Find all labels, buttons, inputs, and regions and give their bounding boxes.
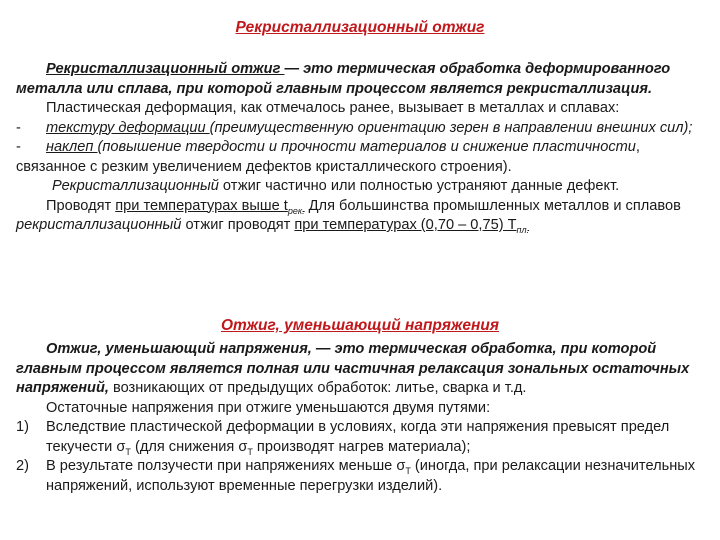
list-item-1: [16, 418, 710, 457]
bullet-marker: -: [16, 119, 21, 136]
temperature-paragraph: [16, 197, 710, 236]
list-item-2: [16, 457, 710, 496]
bullet-texture: [16, 119, 710, 139]
section-title-recrystallization: Рекристаллизационный отжиг: [235, 19, 485, 36]
removes-term: Рекристаллизационный: [52, 178, 219, 194]
removes-text: отжиг частично или полностью устраняют данные дефект.: [218, 178, 620, 194]
stress-definition-rest: возникающих от предыдущих обработок: литье, сварка и т.д.: [108, 380, 527, 396]
bullet-marker: -: [16, 139, 21, 155]
temp-condition: при температурах выше $t_{рек.}$: [115, 197, 305, 216]
temp-term: рекристаллизационный: [16, 217, 182, 233]
bullet-hardening-term: наклеп: [46, 139, 98, 155]
bullet-hardening-text: , связанное с резким увеличением дефектов кристаллического строения).: [16, 139, 640, 175]
temp-mid2: отжиг проводят: [181, 217, 295, 233]
section-title-stress-relief: Отжиг, уменьшающий напряжения: [220, 317, 500, 334]
temp-range-sub: пл.: [516, 224, 530, 235]
plastic-deformation-intro: Пластическая деформация, как отмечалось ранее, вызывает в металлах и сплавах:: [46, 100, 620, 116]
definition-term: Рекристаллизационный отжиг: [46, 61, 285, 77]
removes-defects-paragraph: [16, 177, 710, 197]
bullet-work-hardening: [16, 138, 710, 177]
section-body-stress-relief: [16, 340, 710, 496]
temp-range: при температурах (0,70 – 0,75) $Т_{пл.}$: [294, 217, 530, 235]
temp-sub: рек.: [287, 205, 305, 216]
list-item-1-text: Вследствие пластической деформации в условиях, когда эти напряжения превысят предел текучести $\sigma_Т$ (для снижения $\sigma_Т$ производят нагрев материала);: [46, 419, 670, 457]
list-item-2-text: В результате ползучести при напряжениях меньше $\sigma_Т$ (иногда, при релаксации незначительных напряжений, используют временные перегрузки изделий).: [46, 458, 696, 494]
definition-text-end: рекристаллизация.: [506, 80, 653, 97]
temp-mid: Для большинства промышленных металлов и сплавов: [304, 197, 681, 214]
bullet-texture-term: текстуру деформации: [46, 119, 210, 136]
list-number: 2): [16, 458, 29, 474]
section-body-recrystallization: [16, 60, 710, 236]
definition-text: — это термическая обработка деформированного металла или сплава, при которой главным процессом является: [16, 61, 671, 97]
residual-intro: Остаточные напряжения при отжиге уменьшаются двумя путями:: [46, 399, 491, 416]
stress-definition-text: Отжиг, уменьшающий напряжения, — это термическая обработка, при которой главным процессом является полная или частичная релаксация зональных остаточных напряжений,: [16, 341, 690, 396]
bullet-texture-text: (преимущественную ориентацию зерен в направлении внешних сил);: [209, 119, 693, 136]
bullet-hardening-italic: (повышение твердости и прочности материалов и снижение пластичности: [97, 139, 636, 155]
stress-definition-paragraph: [16, 340, 710, 399]
list-number: 1): [16, 419, 29, 435]
temp-lead: Проводят: [46, 197, 116, 214]
definition-paragraph: [16, 60, 710, 99]
